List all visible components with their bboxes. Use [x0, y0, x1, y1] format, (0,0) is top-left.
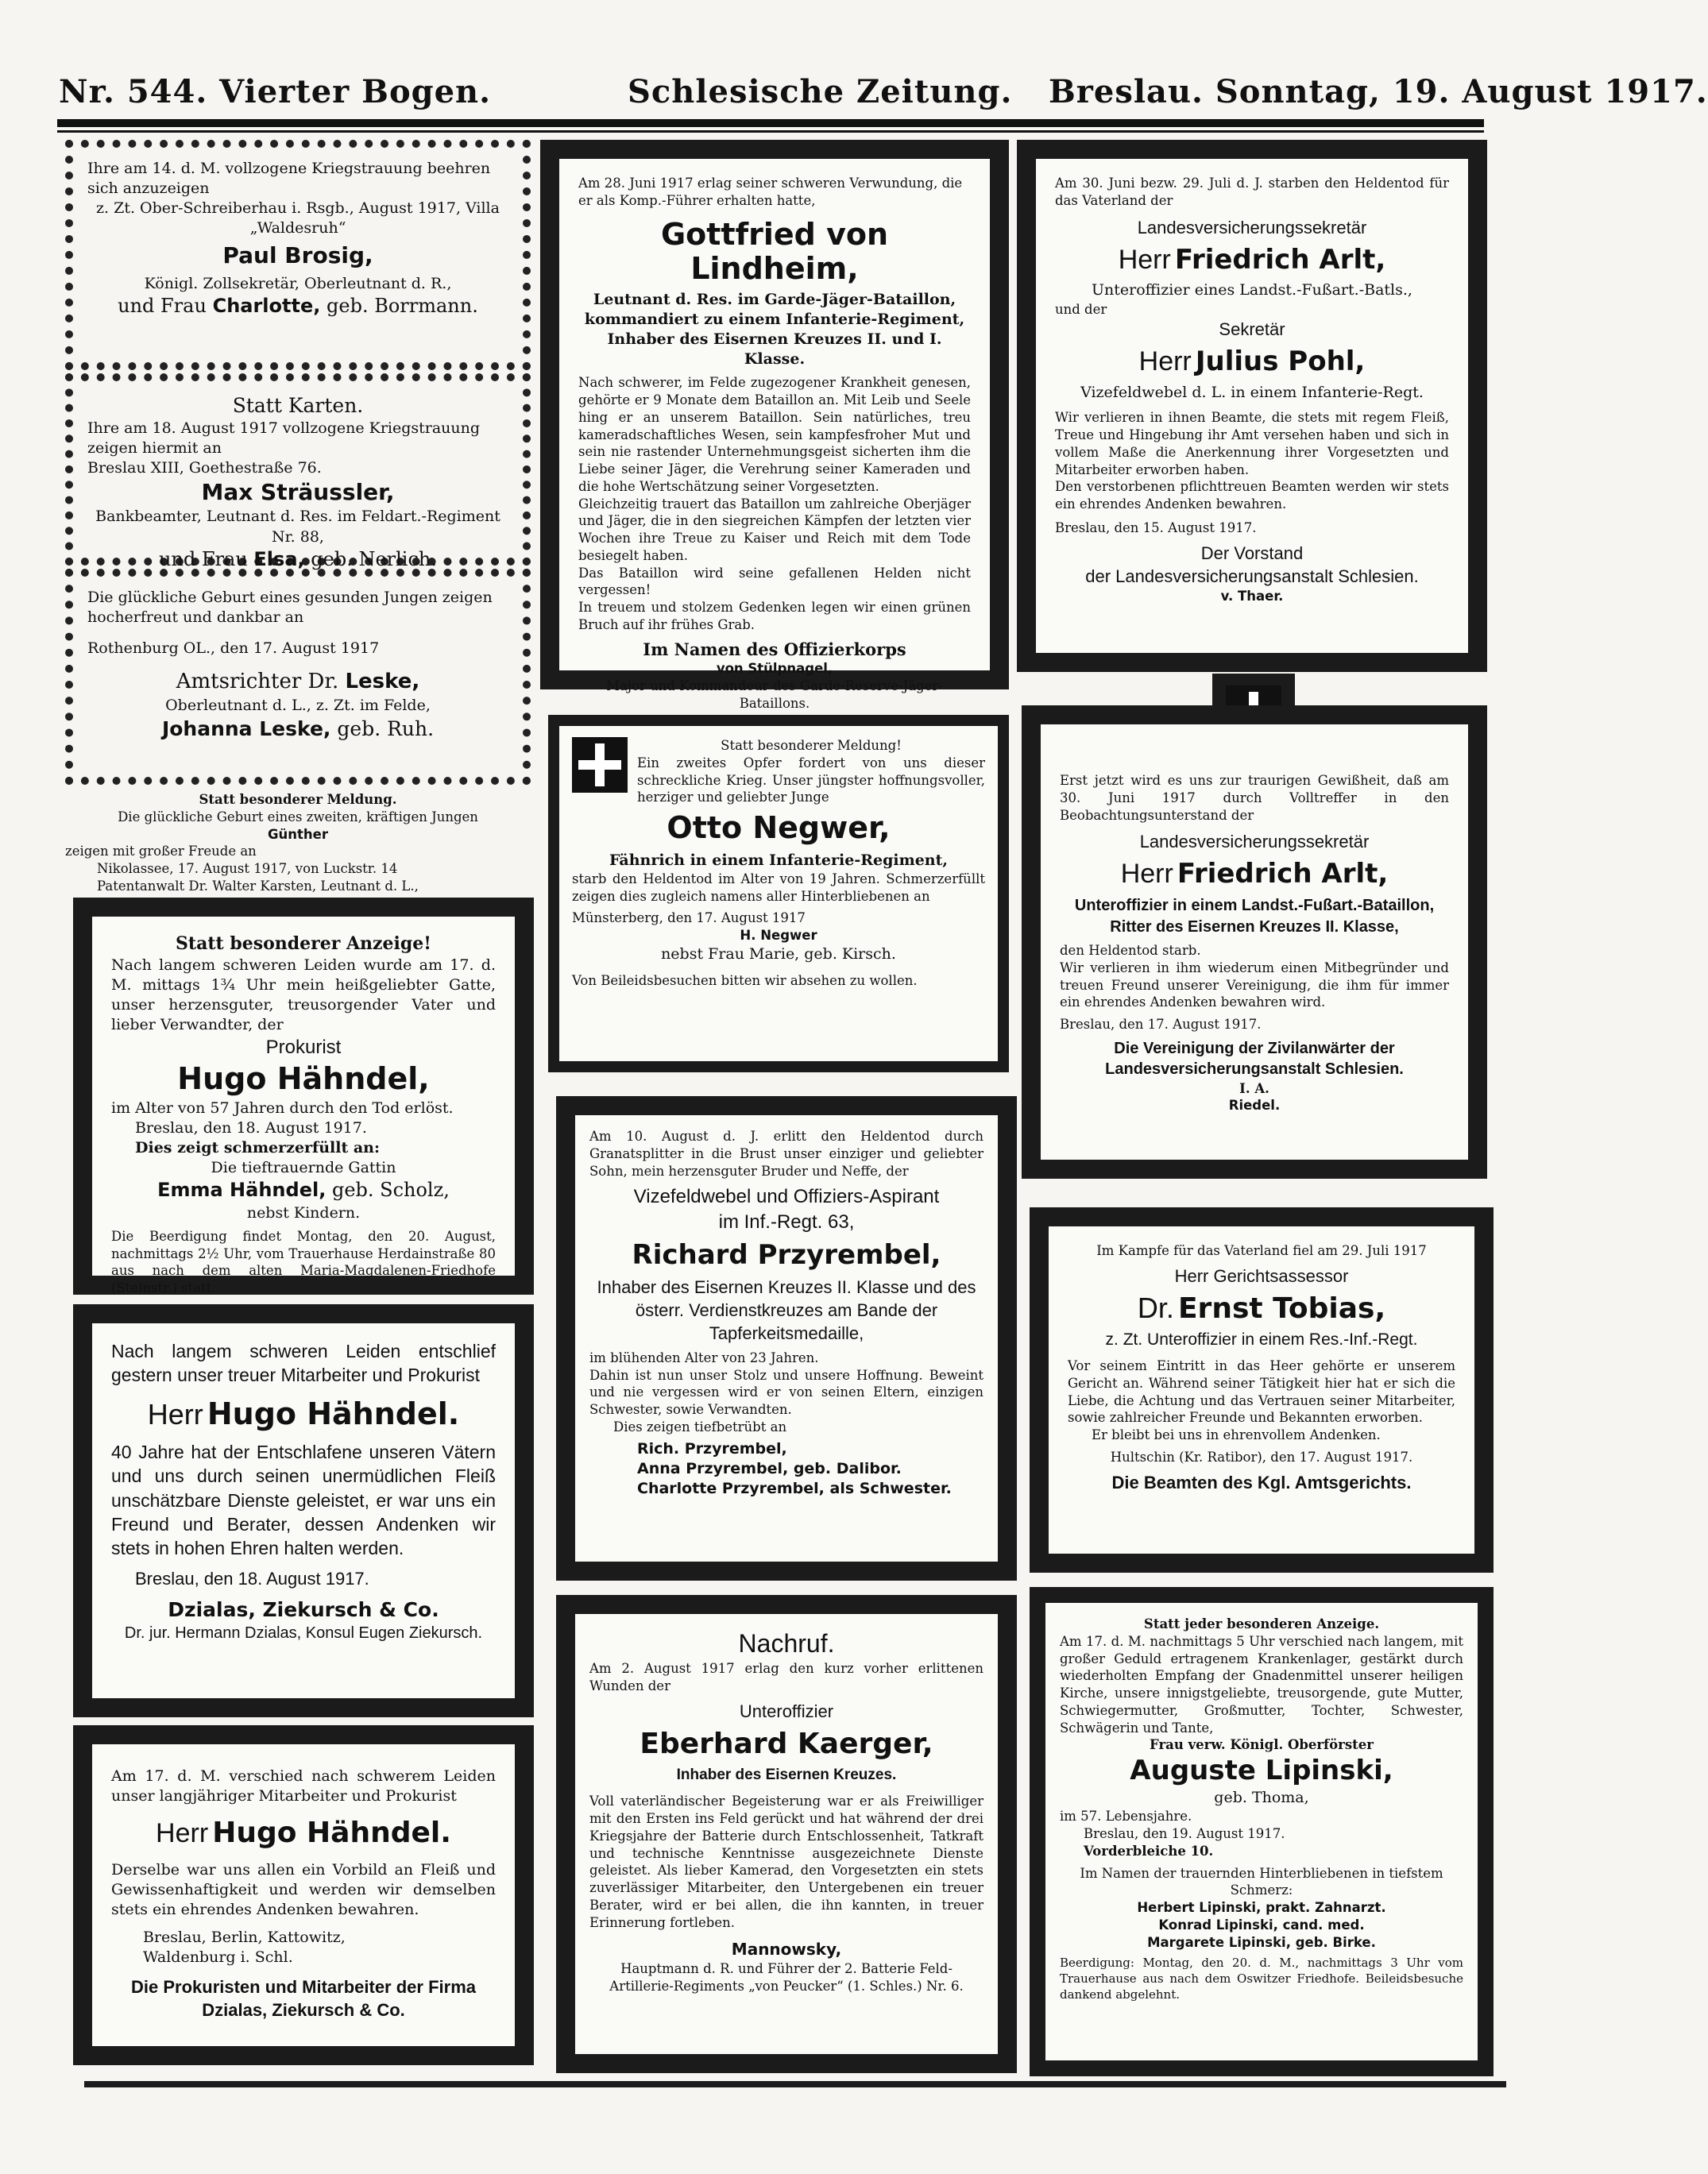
notice-text: Die Beerdigung findet Montag, den 20. August, nachmittags 2½ Uhr, vom Trauerhause Herdainstraße 80 aus nach dem alten Maria-Magdalenen-Friedhofe (Steinstr.) statt.: [111, 1228, 496, 1296]
notice-text: Bankbeamter, Leutnant d. Res. im Feldart.-Regiment Nr. 88,: [95, 508, 500, 546]
person-line: [1055, 242, 1449, 278]
notice-text: Hultschin (Kr. Ratibor), den 17. August 1917.: [1110, 1449, 1413, 1465]
person-name: Julius Pohl,: [1195, 346, 1366, 378]
firm-name: Dzialas, Ziekursch & Co.: [168, 1597, 439, 1621]
signature: von Stülpnagel,: [716, 661, 833, 677]
notice-text: Die Vereinigung der Zivilanwärter der Landesversicherungsanstalt Schlesien.: [1105, 1039, 1404, 1079]
person-line: [1055, 344, 1449, 380]
person-name: Hugo Hähndel.: [207, 1396, 460, 1431]
notice-text: Im Namen des Offizierkorps: [643, 639, 906, 659]
notice-przyrembel: [556, 1096, 1017, 1581]
notice-text: [87, 294, 508, 319]
notice-arlt-pohl: [1017, 140, 1487, 672]
notice-text: zeigen mit großer Freude an: [65, 844, 257, 859]
notice-text: Sekretär: [1219, 319, 1285, 340]
notice-text: Am 2. August 1917 erlag den kurz vorher erlittenen Wunden der: [589, 1661, 983, 1693]
notice-text: z. Zt. Unteroffizier in einem Res.-Inf.-Regt.: [1105, 1330, 1418, 1350]
notice-text: Die glückliche Geburt eines zweiten, kräftigen Jungen: [118, 809, 478, 824]
signature: Anna Przyrembel, geb. Dalibor.: [637, 1459, 902, 1477]
notice-text: im blühenden Alter von 23 Jahren.: [589, 1350, 819, 1365]
notice-text: Prokurist: [265, 1037, 342, 1059]
notice-text: Breslau, den 17. August 1917.: [1060, 1017, 1262, 1033]
notice-text: Dies zeigen tiefbetrübt an: [613, 1419, 787, 1435]
notice-text: im Alter von 57 Jahren durch den Tod erlöst.: [111, 1099, 454, 1117]
notice-text: Nach schwerer, im Felde zugezogener Krankheit genesen, gehörte er 9 Monate dem Bataillon an. Mit Leib und Seele hing er an unserem Bataillon. Sein natürliches, treu kameradschaftliches Wesen, sein kampfesfroher Mut und sein nie rastender Unternehmungsgeist sicherten ihm die Liebe seiner Jäger, die Verehrung seiner Kameraden und die hohe Wertschätzung seiner Vorgesetzten.: [578, 375, 971, 494]
signature: Herbert Lipinski, prakt. Zahnarzt.: [1137, 1900, 1386, 1916]
notice-text: Nach langem schweren Leiden entschlief gestern unser treuer Mitarbeiter und Prokurist: [111, 1341, 496, 1386]
notice-text: Ihre am 18. August 1917 vollzogene Kriegstrauung zeigen hiermit an: [87, 419, 481, 458]
person-line: [111, 1814, 496, 1852]
text-geb: geb. Scholz,: [331, 1179, 450, 1202]
person-name: Hugo Hähndel,: [177, 1061, 430, 1097]
notice-karsten: [65, 791, 531, 893]
notice-heading: Statt besonderer Meldung!: [721, 738, 902, 753]
notice-text: Breslau, den 15. August 1917.: [1055, 519, 1257, 535]
notice-text: I. A.: [1239, 1080, 1269, 1096]
person-name: Hugo Hähndel.: [212, 1817, 451, 1850]
dateline: Breslau. Sonntag, 19. August 1917.: [1049, 73, 1708, 110]
signature: Konrad Lipinski, cand. med.: [1158, 1917, 1365, 1933]
notice-haehndel-staff: [73, 1725, 534, 2065]
person-line: [111, 1394, 496, 1434]
notice-text: der Landesversicherungsanstalt Schlesien.: [1085, 566, 1419, 586]
notice-text: Vizefeldwebel und Offiziers-Aspirant: [633, 1186, 940, 1208]
notice-straeussler: [65, 373, 531, 570]
text-and: und Frau: [158, 547, 248, 570]
notice-text: Münsterberg, den 17. August 1917: [572, 910, 806, 926]
iron-cross-icon: [572, 737, 628, 793]
text-herr: Herr: [156, 1818, 209, 1849]
notice-text: und der: [1055, 301, 1107, 317]
notice-text: Im Kampfe für das Vaterland fiel am 29. Juli 1917: [1096, 1243, 1427, 1258]
text-herr: Herr: [1120, 859, 1173, 890]
signature: v. Thaer.: [1220, 588, 1284, 604]
notice-text: den Heldentod starb.: [1060, 942, 1201, 958]
notice-text: Voll vaterländischer Begeisterung war er als Freiwilliger mit den Ersten ins Feld gerückt und hat während der drei Kriegsjahre der Batterie durch Entschlossenheit, Tatkraft und technische Kenntnisse ausgezeichnete Dienste geleistet. Als lieber Kamerad, den Vorgesetzten ein stets zuverlässiger Mitarbeiter, den Untergebenen ein treuer Berater, wird er bei allen, die ihn kannten, in treuer Erinnerung fortleben.: [589, 1794, 983, 1930]
notice-lipinski: [1030, 1587, 1494, 2076]
person-name: Elsa,: [253, 547, 305, 570]
notice-tobias: [1030, 1207, 1494, 1573]
notice-text: Landesversicherungssekretär: [1137, 217, 1367, 237]
notice-arlt-vereinigung: [1022, 705, 1487, 1179]
notice-text: Der Vorstand: [1200, 543, 1304, 563]
notice-heading: Statt jeder besonderen Anzeige.: [1143, 1616, 1380, 1631]
notice-heading: Statt besonderer Meldung.: [199, 792, 397, 807]
notice-text: Vizefeldwebel d. L. in einem Infanterie-Regt.: [1080, 384, 1424, 402]
notice-text: Vorderbleiche 10.: [1084, 1843, 1214, 1859]
notice-text: [87, 668, 508, 695]
notice-text: Frau verw. Königl. Oberförster: [1150, 1737, 1374, 1753]
notice-text: Breslau, den 18. August 1917.: [135, 1568, 369, 1589]
notice-text: im 57. Lebensjahre.: [1060, 1809, 1192, 1825]
notice-text: nebst Kindern.: [246, 1203, 361, 1222]
person-line: [1068, 1289, 1455, 1328]
person-name: Paul Brosig,: [222, 242, 373, 269]
notice-text: Unteroffizier eines Landst.-Fußart.-Batls.,: [1092, 281, 1412, 299]
notice-text: Nikolassee, 17. August 1917, von Luckstr. 14: [97, 861, 398, 877]
notice-text: Rothenburg OL., den 17. August 1917: [87, 639, 380, 658]
notice-text: Dahin ist nun unser Stolz und unsere Hoffnung. Beweint und nie vergessen wird er von seinen Eltern, einzigen Schwester, sowie Verwandten.: [589, 1367, 983, 1418]
notice-text: Dr. jur. Hermann Dzialas, Konsul Eugen Ziekursch.: [124, 1624, 483, 1642]
notice-text: Vor seinem Eintritt in das Heer gehörte er unserem Gericht an. Während seiner Tätigkeit hier hat er sich die Liebe, die Achtung und das Vertrauen seiner Mitarbeiter, sowie zahlreicher Freunde und Bekannten erworben.: [1068, 1358, 1455, 1426]
notice-text: Ihre am 14. d. M. vollzogene Kriegstrauung beehren sich anzuzeigen: [87, 160, 491, 198]
notice-text: Die Beamten des Kgl. Amtsgerichts.: [1111, 1472, 1412, 1492]
notice-text: starb den Heldentod im Alter von 19 Jahren. Schmerzerfüllt zeigen dies zugleich namens aller Hinterbliebenen an: [572, 871, 985, 904]
notice-text: Den verstorbenen pflichttreuen Beamten werden wir stets ein ehrendes Andenken bewahren.: [1055, 479, 1449, 512]
person-line: [1060, 856, 1449, 892]
notice-text: Im Namen der trauernden Hinterbliebenen in tiefstem Schmerz:: [1080, 1865, 1443, 1898]
firm-name: Dzialas, Ziekursch & Co.: [202, 2000, 405, 2021]
notice-text: Fähnrich in einem Infanterie-Regiment,: [609, 851, 949, 869]
person-name: Emma Hähndel,: [157, 1179, 327, 1202]
notice-text: geb. Thoma,: [1214, 1789, 1309, 1807]
notice-text: Die glückliche Geburt eines gesunden Jungen zeigen hocherfreut und dankbar an: [87, 589, 493, 627]
notice-text: Die Prokuristen und Mitarbeiter der Firma: [131, 1977, 476, 1998]
notice-text: Patentanwalt Dr. Walter Karsten, Leutnant d. L.,: [97, 878, 419, 894]
text-geb: geb. Ruh.: [337, 716, 435, 740]
notice-text: Breslau XIII, Goethestraße 76.: [87, 459, 322, 477]
notice-text: Dies zeigt schmerzerfüllt an:: [135, 1138, 380, 1157]
person-name: Leske,: [345, 670, 420, 694]
notice-text: Oberleutnant d. L., z. Zt. im Felde,: [165, 696, 431, 714]
notice-text: Die tieftrauernde Gattin: [211, 1158, 396, 1176]
notice-haehndel-firm: [73, 1304, 534, 1717]
bottom-rule: [84, 2081, 1506, 2087]
person-name: Charlotte,: [212, 294, 321, 317]
notice-text: Gleichzeitig trauert das Bataillon um zahlreiche Oberjäger und Jäger, die in den siegreichen Kämpfen der letzten vier Wochen ihre Treue zu Kaiser und Reich mit dem Tode besiegelt haben.: [578, 496, 971, 563]
notice-text: [87, 716, 508, 742]
notice-text: Hauptmann d. R. und Führer der 2. Batterie Feld-Artillerie-Regiments „von Peucker“ (1. Schles.) Nr. 6.: [609, 1960, 964, 1994]
notice-text: z. Zt. Ober-Schreiberhau i. Rsgb., August 1917, Villa „Waldesruh“: [96, 199, 500, 237]
notice-text: Königl. Zollsekretär, Oberleutnant d. R.,: [144, 274, 452, 292]
notice-text: Am 17. d. M. nachmittags 5 Uhr verschied nach langem, mit großer Geduld ertragenem Krankenlager, gestärkt durch wiederholten Empfang der Gnadenmittel unserer heiligen Kirche, unsere innigstgeliebte, treusorgende, gute Mutter, Schwiegermutter, Großmutter, Tochter, Schwester, Schwägerin und Tante,: [1060, 1633, 1463, 1736]
notice-text: Am 17. d. M. verschied nach schwerem Leiden unser langjähriger Mitarbeiter und Prokurist: [111, 1767, 496, 1805]
notice-text: In treuem und stolzem Gedenken legen wir einen grünen Bruch auf ihr frühes Grab.: [578, 600, 971, 632]
notice-text: Am 10. August d. J. erlitt den Heldentod durch Granatsplitter in die Brust unser einziger und geliebter Sohn, mein herzensguter Bruder und Neffe, der: [589, 1129, 983, 1179]
notice-text: [111, 1178, 496, 1203]
signature: Mannowsky,: [731, 1940, 842, 1960]
notice-text: Am 30. Juni bezw. 29. Juli d. J. starben den Heldentod für das Vaterland der: [1055, 176, 1449, 208]
person-name: Friedrich Arlt,: [1177, 858, 1389, 890]
masthead-rule-thin: [57, 130, 1484, 133]
notice-text: im Inf.-Regt. 63,: [718, 1211, 855, 1233]
signature: Riedel.: [1228, 1098, 1281, 1114]
person-name: Gottfried von Lindheim,: [660, 216, 889, 287]
notice-text: Herr Gerichtsassessor: [1174, 1265, 1349, 1286]
notice-text: Inhaber des Eisernen Kreuzes II. Klasse und des österr. Verdienstkreuzes am Bande der Tapferkeitsmedaille,: [597, 1276, 976, 1343]
notice-text: Das Bataillon wird seine gefallenen Helden nicht vergessen!: [578, 565, 971, 598]
text-herr: Herr: [1118, 244, 1171, 275]
text-geb: geb. Nerlich.: [311, 547, 438, 570]
notice-text: Unteroffizier: [739, 1701, 834, 1721]
newspaper-title: Schlesische Zeitung.: [628, 73, 1013, 110]
notice-text: Erst jetzt wird es uns zur traurigen Gewißheit, daß am 30. Juni 1917 durch Volltreffer in den Beobachtungsunterstand der: [1060, 773, 1449, 823]
notice-text: Breslau, Berlin, Kattowitz, Waldenburg i. Schl.: [143, 1928, 346, 1966]
person-name: Johanna Leske,: [161, 716, 331, 740]
text-geb: geb. Borrmann.: [327, 294, 478, 317]
notice-heading: Statt besonderer Anzeige!: [176, 933, 431, 954]
text-herr: Herr: [1138, 346, 1192, 377]
notice-text: Landesversicherungssekretär: [1139, 832, 1370, 852]
notice-heading: Statt Karten.: [232, 394, 364, 417]
notice-negwer: [548, 715, 1009, 1072]
notice-text: Derselbe war uns allen ein Vorbild an Fleiß und Gewissenhaftigkeit und werden wir demselben stets ein ehrendes Andenken bewahren.: [111, 1860, 496, 1918]
notice-lindheim: [540, 140, 1009, 711]
notice-text: Wir verlieren in ihnen Beamte, die stets mit regem Fleiß, Treue und Hingebung ihr Amt versehen haben und sich in vollem Maße die Anerkennung ihrer Vorgesetzten und Mitarbeiter erworben haben.: [1055, 410, 1449, 477]
notice-text: 40 Jahre hat der Entschlafene unseren Vätern und uns durch seinen unermüdlichen Fleiß unschätzbare Dienste geleistet, er war uns ein Freund und Berater, dessen Andenken wir stets in hohen Ehren halten werden.: [111, 1441, 496, 1559]
issue-number: Nr. 544. Vierter Bogen.: [59, 73, 492, 110]
text-title: Dr.: [1137, 1291, 1174, 1324]
notice-text: Breslau, den 18. August 1917.: [135, 1118, 367, 1137]
text-and: und Frau: [118, 294, 207, 317]
signature: Charlotte Przyrembel, als Schwester.: [637, 1479, 952, 1497]
notice-haehndel-family: [73, 898, 534, 1295]
person-name: Eberhard Kaerger,: [640, 1727, 933, 1760]
notice-text: Beerdigung: Montag, den 20. d. M., nachmittags 3 Uhr vom Trauerhause aus nach dem Oswitzer Friedhofe. Beileidsbesuche dankend abgelehnt.: [1060, 1956, 1463, 2002]
masthead-rule: [57, 119, 1484, 127]
person-name: Otto Negwer,: [667, 810, 891, 846]
notice-kaerger: [556, 1595, 1017, 2073]
notice-heading: Nachruf.: [738, 1629, 835, 1658]
notice-text: Von Beileidsbesuchen bitten wir absehen zu wollen.: [572, 972, 918, 988]
notice-brosig: [65, 140, 531, 370]
notice-text: nebst Frau Marie, geb. Kirsch.: [661, 944, 896, 963]
person-name: Auguste Lipinski,: [1130, 1755, 1393, 1787]
notice-text: Breslau, den 19. August 1917.: [1084, 1826, 1285, 1842]
notice-text: Major und Kommandeur des Garde-Reserve-Jäger-Bataillons.: [606, 678, 943, 711]
text-herr: Herr: [147, 1397, 203, 1431]
person-name: Max Sträussler,: [201, 479, 395, 506]
notice-text: Leutnant d. Res. im Garde-Jäger-Bataillon, kommandiert zu einem Infanterie-Regiment, Inhaber des Eisernen Kreuzes II. und I. Klasse.: [584, 290, 965, 369]
notice-leske: [65, 569, 531, 785]
notice-text: Am 28. Juni 1917 erlag seiner schweren Verwundung, die er als Komp.-Führer erhalten hatte,: [578, 176, 963, 208]
child-name: Günther: [268, 826, 328, 842]
notice-text: Inhaber des Eisernen Kreuzes.: [676, 1767, 897, 1784]
person-name: Richard Przyrembel,: [632, 1238, 941, 1271]
notice-text: Nach langem schweren Leiden wurde am 17. d. M. mittags 1¾ Uhr mein heißgeliebter Gatte, unser herzensguter, treusorgender Vater und lieber Verwandter, der: [111, 956, 496, 1034]
person-name: Friedrich Arlt,: [1174, 243, 1386, 276]
notice-text: Er bleibt bei uns in ehrenvollem Andenken.: [1092, 1427, 1381, 1443]
signature: Rich. Przyrembel,: [637, 1439, 787, 1458]
notice-text: Wir verlieren in ihm wiederum einen Mitbegründer und treuen Freund unserer Vereinigung, die ihm für immer ein ehrendes Andenken bewahren wird.: [1060, 960, 1449, 1010]
signature: Margarete Lipinski, geb. Birke.: [1147, 1934, 1376, 1950]
person-name: Ernst Tobias,: [1177, 1292, 1386, 1325]
notice-text: Unteroffizier in einem Landst.-Fußart.-Bataillon, Ritter des Eisernen Kreuzes II. Klasse,: [1074, 897, 1435, 936]
signature: H. Negwer: [740, 928, 817, 944]
notice-text: Ein zweites Opfer fordert von uns dieser schreckliche Krieg. Unser jüngster hoffnungsvoller, herziger und geliebter Junge: [637, 755, 985, 805]
text-title: Amtsrichter Dr.: [176, 670, 339, 694]
